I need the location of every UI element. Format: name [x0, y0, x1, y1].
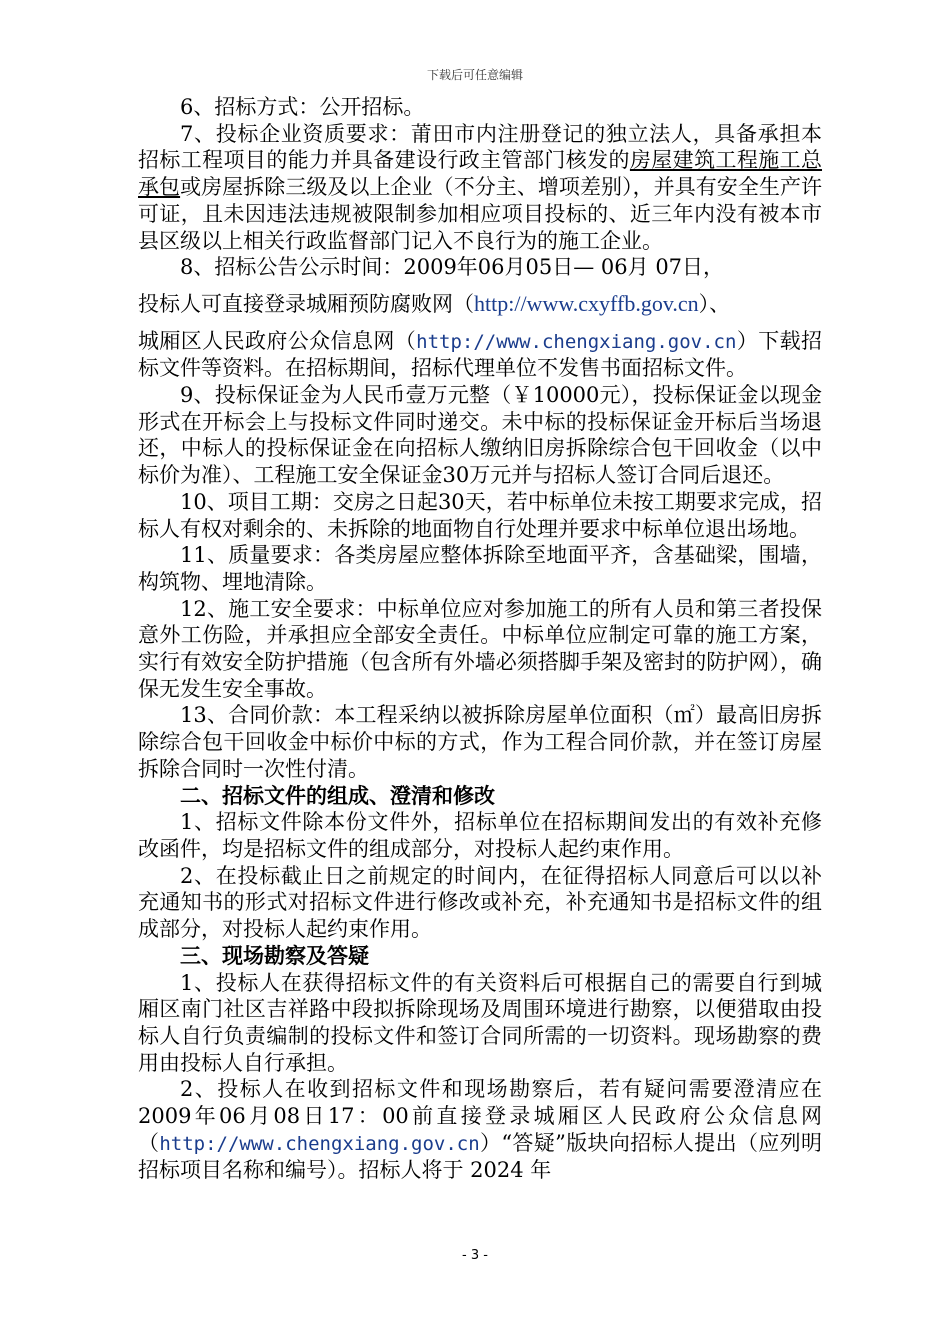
document-body [138, 94, 822, 1184]
section-3-item-2-text-b: ）“答疑”版块向招标人提出（应列明招标项目名称和编号）。招标人将于 2024 年 [138, 1130, 822, 1183]
section-3-item-1: 1、投标人在获得招标文件的有关资料后可根据自己的需要自行到城厢区南门社区吉祥路中段拟拆除现场及周围环境进行勘察，以便猎取由投标人自行负责编制的投标文件和签订合同所需的一切资料。现场勘察的费用由投标人自行承担。 [138, 970, 822, 1075]
chengxiang-link[interactable]: http://www.chengxiang.gov.cn [416, 330, 737, 353]
item-7-underlined: 房屋建筑工程施工总承包 [138, 148, 823, 200]
item-7 [138, 121, 822, 255]
item-8-line1: 8、招标公告公示时间：2009年06月05日— 06月 07日， [180, 255, 725, 280]
item-8-line3 [138, 328, 822, 382]
item-8-line2 [138, 291, 822, 318]
section-3-item-2-text-a: 2、投标人在收到招标文件和现场勘察后，若有疑问需要澄清应在2009年06月08日17：00前直接登录城厢区人民政府公众信息网（ [138, 1077, 822, 1155]
chengxiang-link-2[interactable]: http://www.chengxiang.gov.cn [159, 1132, 480, 1155]
page-number: - 3 - [462, 1248, 488, 1263]
section-3-item-2 [138, 1076, 822, 1184]
item-8-text-b: 投标人可直接登录城厢预防腐败网（ [138, 291, 474, 316]
item-8-text-e: ）下载招标文件等资料。在招标期间，招标代理单位不发售书面招标文件。 [138, 328, 822, 381]
cxyffb-link[interactable]: http://www.cxyffb.gov.cn [474, 290, 699, 316]
section-2-heading: 二、招标文件的组成、澄清和修改 [180, 783, 495, 808]
item-10: 10、项目工期：交房之日起30天，若中标单位未按工期要求完成，招标人有权对剩余的、未拆除的地面物自行处理并要求中标单位退出场地。 [138, 489, 822, 541]
page-header-note: 下载后可任意编辑 [426, 68, 523, 82]
section-3-heading: 三、现场勘察及答疑 [180, 943, 369, 968]
item-8-text-c: ）、 [698, 291, 731, 316]
section-2-item-2: 2、在投标截止日之前规定的时间内，在征得招标人同意后可以以补充通知书的形式对招标文件进行修改或补充，补充通知书是招标文件的组成部分，对投标人起约束作用。 [138, 863, 822, 942]
item-12: 12、施工安全要求：中标单位应对参加施工的所有人员和第三者投保意外工伤险，并承担应全部安全责任。中标单位应制定可靠的施工方案，实行有效安全防护措施（包含所有外墙必须搭脚手架及密封的防护网），确保无发生安全事故。 [138, 596, 822, 701]
item-13: 13、合同价款：本工程采纳以被拆除房屋单位面积（㎡）最高旧房拆除综合包干回收金中标价中标的方式，作为工程合同价款，并在签订房屋拆除合同时一次性付清。 [138, 703, 822, 781]
item-6: 6、招标方式：公开招标。 [180, 95, 425, 119]
item-7-text-a: 7、投标企业资质要求：莆田市内注册登记的独立法人，具备承担本招标工程项目的能力并具备建设行政主管部门核发的 [138, 121, 822, 173]
section-2-item-1: 1、招标文件除本份文件外，招标单位在招标期间发出的有效补充修改函件，均是招标文件的组成部分，对投标人起约束作用。 [138, 810, 822, 861]
item-11: 11、质量要求：各类房屋应整体拆除至地面平齐，含基础梁，围墙，构筑物、埋地清除。 [138, 543, 822, 594]
item-8-text-d: 城厢区人民政府公众信息网（ [138, 328, 417, 353]
item-9: 9、投标保证金为人民币壹万元整（￥10000元），投标保证金以现金形式在开标会上与投标文件同时递交。未中标的投标保证金开标后当场退还，中标人的投标保证金在向招标人缴纳旧房拆除综合包干回收金（以中标价为准）、工程施工安全保证金30万元并与招标人签订合同后退还。 [138, 383, 822, 488]
item-7-text-b: 或房屋拆除三级及以上企业（不分主、增项差别），并具有安全生产许可证，且未因违法违规被限制参加相应项目投标的、近三年内没有被本市县区级以上相关行政监督部门记入不良行为的施工企业。 [138, 175, 822, 253]
